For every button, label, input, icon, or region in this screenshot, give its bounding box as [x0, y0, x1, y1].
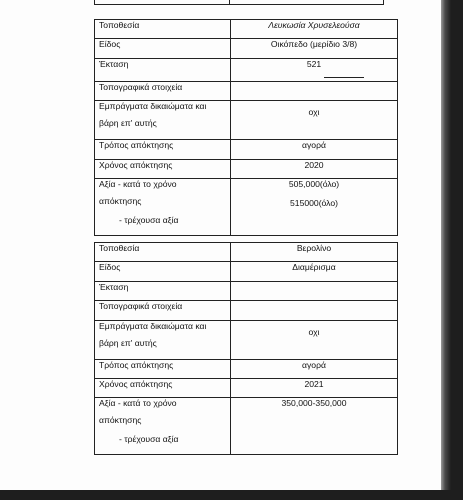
label-area: Έκταση [95, 58, 231, 81]
value-location: Βερολίνο [231, 243, 398, 262]
fragment-value-cell [228, 0, 384, 5]
value-area: 521 [306, 58, 322, 69]
label-value: Αξία - κατά το χρόνο [99, 178, 177, 189]
label-acquisition-year: Χρόνος απόκτησης [95, 378, 231, 397]
value-topography [231, 301, 398, 320]
table-row [95, 301, 398, 320]
label-type: Είδος [95, 262, 231, 281]
label-type: Είδος [95, 39, 231, 58]
value-acquisition-worth: 505,000(όλο) [288, 178, 340, 189]
label-value-cell [95, 178, 231, 235]
label-rights: Εμπράγματα δικαιώματα και [99, 101, 207, 112]
label-value: Αξία - κατά το χρόνο [99, 398, 177, 409]
table-row [95, 140, 398, 159]
label-location: Τοποθεσία [95, 243, 231, 262]
label-acquisition-year: Χρόνος απόκτησης [95, 159, 231, 178]
value-type: Οικόπεδο (μερίδιο 3/8) [231, 39, 398, 58]
label-value-line2: απόκτησης [99, 195, 142, 206]
label-rights: Εμπράγματα δικαιώματα και [99, 320, 207, 331]
label-location: Τοποθεσία [95, 20, 231, 39]
value-location: Λευκωσία Χρυσελεούσα [231, 20, 398, 39]
label-topography: Τοπογραφικά στοιχεία [95, 81, 231, 100]
table-row [95, 320, 398, 359]
value-worth-cell [231, 398, 398, 455]
value-acquisition-year: 2021 [231, 378, 398, 397]
property-table-2 [94, 242, 398, 455]
table-row [95, 159, 398, 178]
label-topography: Τοπογραφικά στοιχεία [95, 301, 231, 320]
table-row [95, 378, 398, 397]
value-acquisition-method: αγορά [231, 359, 398, 378]
table-row [95, 243, 398, 262]
table-row [95, 101, 398, 140]
value-acquisition-worth: 350,000-350,000 [281, 398, 347, 409]
value-type: Διαμέρισμα [231, 262, 398, 281]
property-table-1 [94, 19, 398, 236]
table-row [95, 81, 398, 100]
label-value-line3: - τρέχουσα αξία [119, 434, 179, 445]
area-underline [324, 77, 364, 78]
value-area [231, 281, 398, 300]
table-row [95, 262, 398, 281]
label-value-line2: απόκτησης [99, 415, 142, 426]
table-row [95, 58, 398, 81]
previous-table-fragment [94, 0, 384, 6]
value-topography [231, 81, 398, 100]
label-value-line3: - τρέχουσα αξία [119, 214, 179, 225]
table-row [95, 359, 398, 378]
table-row [95, 20, 398, 39]
label-value-cell [95, 398, 231, 455]
table-row [95, 178, 398, 235]
label-rights-line2: βάρη επ' αυτής [99, 337, 157, 348]
label-area: Έκταση [95, 281, 231, 300]
label-acquisition-method: Τρόπος απόκτησης [95, 140, 231, 159]
value-acquisition-year: 2020 [231, 159, 398, 178]
value-acquisition-method: αγορά [231, 140, 398, 159]
page-edge-shadow [441, 0, 463, 500]
table-row [95, 39, 398, 58]
label-rights-cell [95, 101, 231, 140]
fragment-label-cell [94, 0, 230, 5]
value-current-worth: 515000(όλο) [290, 197, 338, 208]
value-area-cell [231, 58, 398, 81]
value-worth-cell [231, 178, 398, 235]
table-row [95, 398, 398, 455]
page-bottom-border [0, 490, 463, 500]
label-rights-line2: βάρη επ' αυτής [99, 118, 157, 129]
value-rights: οχι [231, 101, 398, 140]
label-acquisition-method: Τρόπος απόκτησης [95, 359, 231, 378]
table-row [95, 281, 398, 300]
value-rights: οχι [231, 320, 398, 359]
label-rights-cell [95, 320, 231, 359]
